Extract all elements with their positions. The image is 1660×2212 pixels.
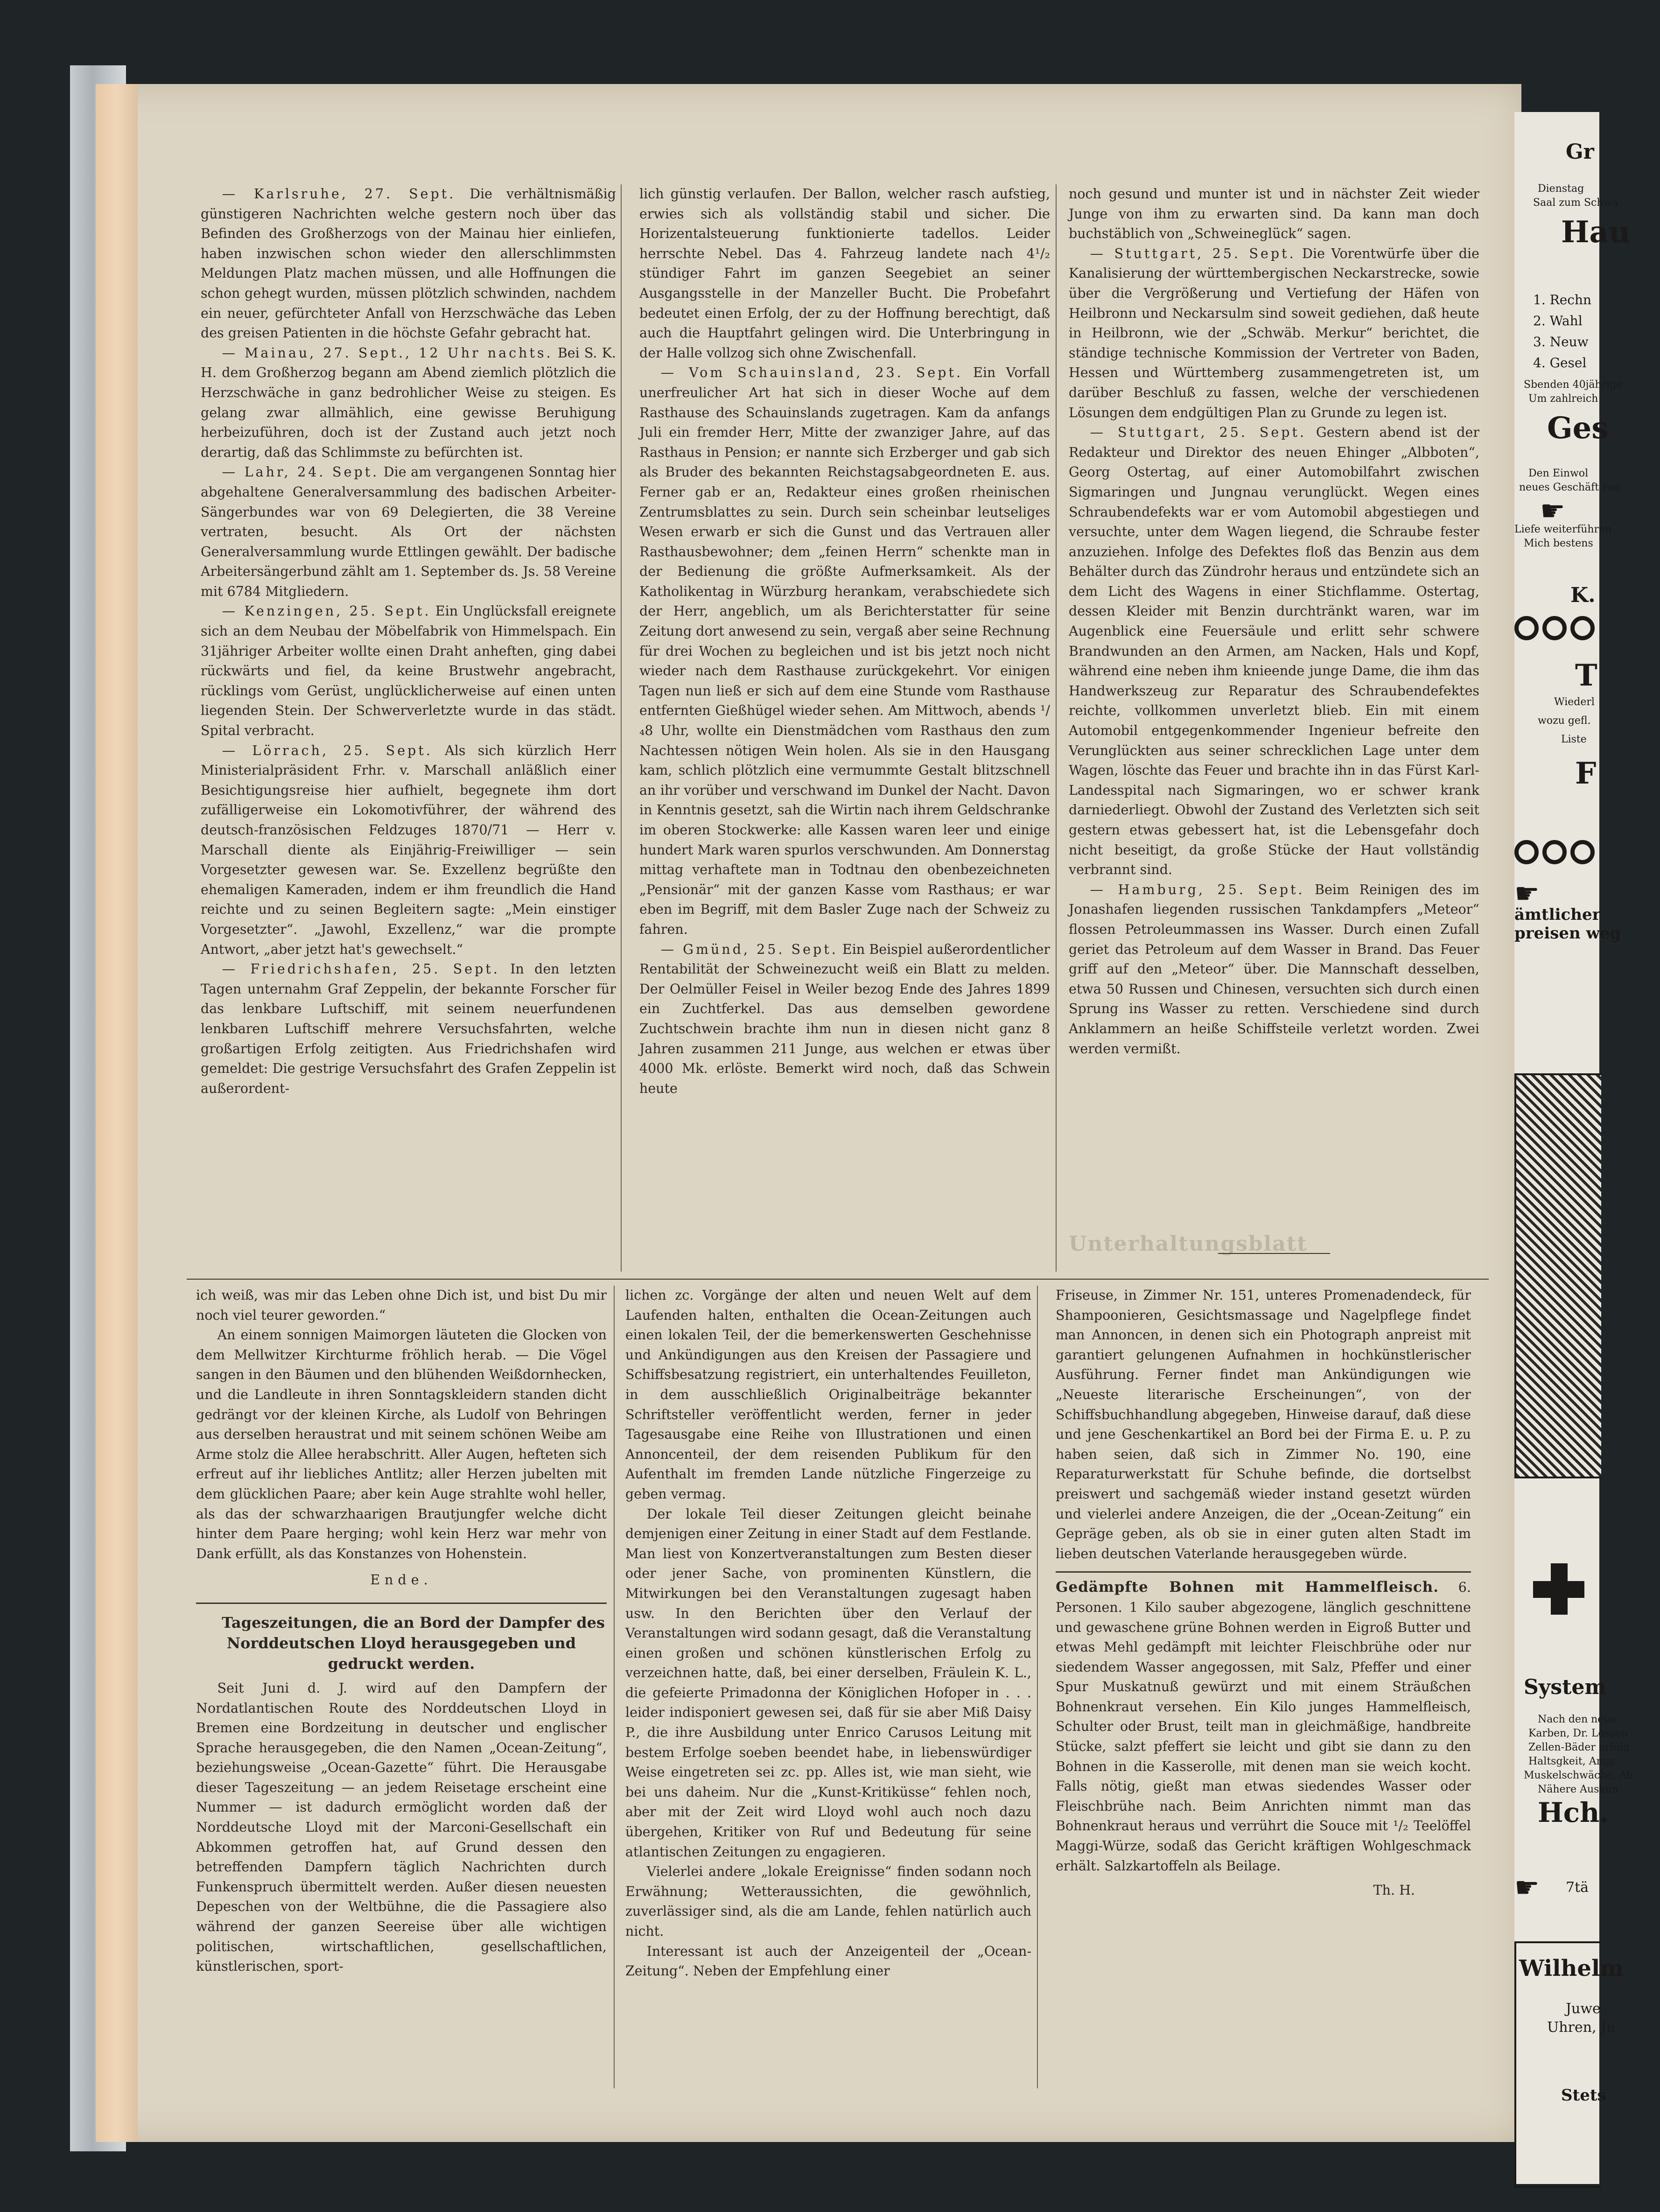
- ad-list-item: 3. Neuw: [1533, 334, 1589, 350]
- paragraph-text: Friseuse, in Zimmer Nr. 151, unteres Promenadendeck, für Shampoonieren, Gesichtsmassage und Nagelpflege findet man Annoncen, in denen sich ein Photograph anpreist mit garantiert gelungenen Aufnahmen in hochkünstlerischer Ausführung. Ferner findet man Ankündigungen wie „Neueste literarische Erscheinungen“, von der Schiffsbuchhandlung abgegeben, Hinweise darauf, daß diese und jene Geschenkartikel an Bord bei der Firma E. u. P. zu haben seien, daß sich in Zimmer No. 190, eine Reparaturwerkstatt für Schuhe befinde, die dortselbst preiswert und sachgemäß wieder instand gesetzt würden und vielerlei andere Anzeigen, die der „Ocean-Zeitung“ ein Gepräge geben, als ob sie in einer guten alten Stadt im lieben deutschen Vaterlande herausgegeben würde.: [1056, 1288, 1471, 1561]
- dateline: — Friedrichshafen, 25. Sept.: [222, 961, 500, 977]
- paragraph-text: Die am vergangenen Sonntag hier abgehaltene Generalversammlung des badischen Arbeiter-Sängerbundes war von 69 Delegierten, die 38 Vereine vertraten, besucht. Als Ort der nächsten Generalversammlung wurde Ettlingen gewählt. Der badische Arbeitersängerbund zählt am 1. September ds. Js. 58 Vereine mit 6784 Mitgliedern.: [201, 464, 616, 599]
- article-paragraph: [625, 1286, 1031, 1505]
- paragraph-text: Vielerlei andere „lokale Ereignisse“ finden sodann noch Erwähnung; Wetteraussichten, die gewöhnlich, zuverlässiger sind, als die am Lande, fehlen natürlich auch nicht.: [625, 1864, 1031, 1939]
- paragraph-text: Die verhältnismäßig günstigeren Nachrichten welche gestern noch über das Befinden des Großherzogs von der Mainau hier einliefen, haben inzwischen schon wieder den allerschlimmsten Meldungen Platz machen müssen, und alle Hoffnungen die schon gehegt wurden, müssen plötzlich schwinden, nachdem ein neuer, gefürchteter Anfall von Herzschwäche das Leben des greisen Patienten in die höchste Gefahr gebracht hat.: [201, 186, 616, 341]
- ad-ornament-rings: [1514, 616, 1599, 644]
- lower-column-2: [625, 1286, 1031, 1981]
- ad-text: Uhren, Ju: [1547, 2019, 1616, 2036]
- column-divider: [614, 1286, 615, 2088]
- recipe-title: Gedämpfte Bohnen mit Hammelfleisch.: [1056, 1579, 1439, 1596]
- ad-ornament-rings: [1514, 840, 1599, 868]
- pointing-hand-icon: ☛: [1514, 1871, 1540, 1904]
- paragraph-text: In den letzten Tagen unternahm Graf Zeppelin, der bekannte Forscher für das lenkbare Luftschiff, mit seinem neuerfundenen lenkbaren Luftschiff mehrere Versuchsfahrten, welche großartigen Erfolg zeitigten. Aus Friedrichshafen wird gemeldet: Die gestrige Versuchsfahrt des Grafen Zeppelin ist außerordent-: [201, 961, 616, 1096]
- ad-text: Muskelschwäche, Ab: [1524, 1770, 1633, 1781]
- ad-heading: System: [1524, 1675, 1606, 1699]
- article-paragraph: [639, 184, 1050, 363]
- paragraph-text: noch gesund und munter ist und in nächster Zeit wieder Junge von ihm zu erwarten sind. Da kann man doch buchstäblich von „Schweineglück“ sagen.: [1069, 186, 1479, 242]
- ad-list-item: 4. Gesel: [1533, 355, 1587, 371]
- ad-text: wozu gefl.: [1538, 715, 1591, 727]
- dateline: — Vom Schauinsland, 23. Sept.: [660, 365, 963, 381]
- article-paragraph: [201, 462, 616, 602]
- dateline: — Gmünd, 25. Sept.: [660, 941, 838, 957]
- dateline: — Lahr, 24. Sept.: [222, 464, 379, 480]
- article-paragraph: [639, 363, 1050, 939]
- article-paragraph: [196, 1286, 607, 1325]
- article-paragraph: [201, 741, 616, 960]
- ad-text: Saal zum Schwa: [1533, 197, 1618, 209]
- paragraph-text: ich weiß, was mir das Leben ohne Dich ist, und bist Du mir noch viel teurer geworden.“: [196, 1288, 607, 1323]
- ad-text: Nach den neue: [1538, 1714, 1617, 1725]
- ad-text: Karben, Dr. Lossen: [1528, 1728, 1628, 1739]
- ad-heading: Wilhelm: [1519, 1955, 1624, 1981]
- ad-heading: Stets: [1561, 2086, 1606, 2105]
- paragraph-text: Beim Reinigen des im Jonashafen liegenden russischen Tankdampfers „Meteor“ flossen Petroleummassen ins Wasser. Durch einen Zufall geriet das Petroleum auf dem Wasser in Brand. Das Feuer griff auf den „Meteor“ über. Die Mannschaft desselben, etwa 50 Russen und Chinesen, versuchten sich durch einen Sprung ins Wasser zu retten. Verschiedene sind durch Anklammern an heiße Schiffsteile verletzt worden. Zwei werden vermißt.: [1069, 882, 1479, 1057]
- ad-text: Haltsgkeit, Angs: [1528, 1756, 1615, 1767]
- article-paragraph: [201, 959, 616, 1099]
- pointing-hand-icon: ☛: [1514, 877, 1540, 910]
- ad-text: Zellen-Bäder erfolg: [1528, 1742, 1630, 1753]
- ad-text: 7tä: [1566, 1879, 1589, 1896]
- ad-text: Sbenden 40jährige: [1524, 379, 1623, 391]
- paragraph-text: lichen zc. Vorgänge der alten und neuen Welt auf dem Laufenden halten, enthalten die Ocean-Zeitungen auch einen lokalen Teil, der die bemerkenswerten Geschehnisse und Ankündigungen aus den Kreisen der Passagiere und Schiffsbesatzung registriert, ein unterhaltendes Feuilleton, in dem ausschließlich Originalbeiträge bekannter Schriftsteller veröffentlicht werden, ferner in jeder Tagesausgabe eine Reihe von Illustrationen und einen Annoncenteil, der dem reisenden Publikum für den Aufenthalt im fremden Lande nützliche Fingerzeige zu geben vermag.: [625, 1288, 1031, 1502]
- ad-text: Liste: [1561, 734, 1587, 745]
- pointing-hand-icon: ☛: [1540, 495, 1565, 527]
- paragraph-text: Ein Vorfall unerfreulicher Art hat sich in dieser Woche auf dem Rasthause des Schauinslands zugetragen. Kam da anfangs Juli ein fremder Herr, Mitte der zwanziger Jahre, auf das Rasthaus in Pension; er nannte sich Erzberger und gab sich als Bruder des bekannten Reichstagsabgeordneten E. aus. Ferner gab er an, Redakteur eines großen rheinischen Zentrumsblattes zu sein. Durch sein scheinbar leutseliges Wesen erwarb er sich die Gunst und das Vertrauen aller Rasthausbewohner; dem „feinen Herrn“ schenkte man in der Bedienung die größte Aufmerksamkeit. Als der Katholikentag in Würzburg herankam, verabschiedete sich der Herr, angeblich, um als Berichterstatter für seine Zeitung dort anwesend zu sein, vergaß aber seine Rechnung für drei Wochen zu begleichen und ist bis jetzt noch nicht wieder nach dem Rasthause zurückgekehrt. Vor einigen Tagen nun ließ er sich auf dem eine Stunde vom Rasthause entfernten Gießhügel wieder sehen. Am Mittwoch, abends ¹/₄8 Uhr, wollte ein Dienstmädchen vom Rasthaus den zum Nachtessen nötigen Wein holen. Als sie in den Hausgang kam, schlich plötzlich eine vermummte Gestalt blitzschnell an ihr vorüber und verschwand im Dunkel der Nacht. Davon in Kenntnis gesetzt, sah die Wirtin nach ihrem Geldschranke im oberen Stockwerke: alle Kassen waren leer und einige hundert Mark waren spurlos verschwunden. Am Donnerstag mittag verhaftete man in Todtnau den obenbezeichneten „Pensionär“ mit der ganzen Kasse vom Rasthaus; er war eben im Begriff, mit dem Basler Zuge nach der Schweiz zu fahren.: [639, 365, 1050, 937]
- ad-text: Nähere Auskun: [1538, 1784, 1619, 1795]
- ad-text: Den Einwol: [1528, 468, 1589, 479]
- paragraph-text: Ein Beispiel außerordentlicher Rentabilität der Schweinezucht weiß ein Blatt zu melden. Der Oelmüller Feisel in Weiler bezog Ende des Jahres 1899 ein Zuchtferkel. Das aus demselben gewordene Zuchtschwein brachte ihm nun in diesen nicht ganz 8 Jahren zusammen 211 Junge, aus welchen er etwas über 4000 Mk. erlöste. Bemerkt wird noch, daß das Schwein heute: [639, 941, 1050, 1096]
- ad-heading: K.: [1570, 583, 1596, 607]
- ad-heading: F: [1575, 756, 1597, 791]
- ad-image-box: [1514, 1073, 1601, 1478]
- article-paragraph: [201, 343, 616, 463]
- article-paragraph: [196, 1325, 607, 1564]
- ad-text: preisen weg: [1514, 924, 1621, 943]
- column-3: [1069, 184, 1479, 1059]
- column-1: [201, 184, 616, 1099]
- article-paragraph: [1069, 184, 1479, 244]
- ad-text: Um zahlreich: [1528, 393, 1598, 405]
- section-rule: [1056, 1571, 1471, 1573]
- dateline: — Lörrach, 25. Sept.: [222, 742, 433, 758]
- paragraph-text: Der lokale Teil dieser Zeitungen gleicht beinahe demjenigen einer Zeitung in einer Stadt auf dem Festlande. Man liest von Konzertveranstaltungen zum Besten dieser oder jener Sache, von prominenten Künstlern, die Mitwirkungen bei den Veranstaltungen zugesagt haben usw. In den Berichten über den Verlauf der Veranstaltungen wird sodann gesagt, daß die Veranstaltung einen großen und schönen künstlerischen Erfolg zu verzeichnen hatte, daß, bei einer derselben, Fräulein K. L., die gefeierte Primadonna der Königlichen Hofoper in . . . leider indisponiert gewesen sei, daß für sie aber Miß Daisy P., die ihre Ausbildung unter Enrico Carusos Leitung mit bestem Erfolge soeben beendet habe, in liebenswürdiger Weise eingetreten sei zc. pp. Alles ist, wie man sieht, wie bei uns daheim. Nur die „Kunst-Kritiküsse“ fehlen noch, aber mit der Zeit wird Lloyd wohl auch noch dazu übergehen, Kritiker von Ruf und Bedeutung für seine atlantischen Zeitungen zu engagieren.: [625, 1506, 1031, 1860]
- paragraph-text: Ein Unglücksfall ereignete sich an dem Neubau der Möbelfabrik von Himmelspach. Ein 31jähriger Arbeiter wollte einen Draht anheften, ging dabei rückwärts und fiel, da keine Brustwehr angebracht, rücklings vom Gerüst, unglücklicherweise auf einen unten liegenden Stein. Der Schwerverletzte wurde in das städt. Spital verbracht.: [201, 603, 616, 739]
- author-signature: Th. H.: [1373, 1883, 1415, 1898]
- cross-icon: [1533, 1563, 1584, 1615]
- dateline: — Mainau, 27. Sept., 12 Uhr nachts.: [222, 345, 553, 361]
- ad-heading: T: [1575, 658, 1597, 693]
- lower-column-1: [196, 1286, 607, 1977]
- paragraph-text: An einem sonnigen Maimorgen läuteten die Glocken von dem Mellwitzer Kirchturme fröhlich herab. — Die Vögel sangen in den Bäumen und den blühenden Weißdornhecken, und die Landleute in ihren Sonntagskleidern standen dicht gedrängt vor der kleinen Kirche, als Ludolf von Behringen aus derselben heraustrat und mit seinem schönen Weibe am Arme stolz die Allee herabschritt. Aller Augen, hefteten sich erfreut auf ihr liebliches Antlitz; aller Herzen jubelten mit dem glücklichen Paare; aber kein Auge strahlte wohl heller, als das der schwarzhaarigen Brautjungfer welche dicht hinter dem Paare herging; wohl kein Herz war mehr von Dank erfüllt, als das Konstanzes von Hohenstein.: [196, 1327, 607, 1561]
- ad-text: neues Geschäft von: [1519, 482, 1621, 493]
- article-paragraph: Seit Juni d. J. wird auf den Dampfern der Nordatlantischen Route des Norddeutschen Lloyd in Bremen eine Bordzeitung in deutscher und englischer Sprache herausgegeben, die den Namen „Ocean-Zeitung“, beziehungsweise „Ocean-Gazette“ führt. Die Herausgabe dieser Tageszeitung — an jedem Reisetage erscheint eine Nummer — ist dadurch ermöglicht worden daß der Norddeutsche Lloyd mit der Marconi-Gesellschaft ein Abkommen getroffen hat, auf Grund dessen den betreffenden Dampfern täglich Nachrichten durch Funkenspruch übermittelt werden. Außer diesen neuesten Depeschen von der Weltbühne, die die Passagiere also während der ganzen Seereise über alle wichtigen politischen, wirtschaftlichen, gesellschaftlichen, künstlerischen, sport-: [196, 1680, 607, 1974]
- dateline: — Karlsruhe, 27. Sept.: [222, 186, 456, 202]
- article-headline: Tageszeitungen, die an Bord der Dampfer des Norddeutschen Lloyd herausgegeben und gedruckt werden.: [222, 1613, 605, 1673]
- ad-list-item: 2. Wahl: [1533, 313, 1583, 329]
- article-paragraph: [625, 1505, 1031, 1862]
- page-edge: [96, 84, 138, 2142]
- paragraph-text: lich günstig verlaufen. Der Ballon, welcher rasch aufstieg, erwies sich als vollständig stabil und sicher. Die Horizentalsteuerung funktionierte tadellos. Leider herrschte Nebel. Das 4. Fahrzeug landete nach 4¹/₂ stündiger Fahrt im ganzen Seegebiet an seiner Ausgangsstelle in der Manzeller Bucht. Die Probefahrt bedeutet einen Erfolg, der zu der Hoffnung berechtigt, daß auch die Hauptfahrt gelingen wird. Die Unterbringung in der Halle vollzog sich ohne Zwischenfall.: [639, 186, 1050, 361]
- recipe-paragraph: [1056, 1577, 1471, 1876]
- article-paragraph: [1069, 880, 1479, 1059]
- ad-text: Wiederl: [1554, 696, 1595, 708]
- dateline: — Kenzingen, 25. Sept.: [222, 603, 431, 619]
- paragraph-text: Gestern abend ist der Redakteur und Direktor des neuen Ehinger „Albboten“, Georg Ostertag, auf einer Automobilfahrt zwischen Sigmaringen und Jungnau verunglückt. Wegen eines Schraubendefekts war er vom Automobil abgestiegen und versuchte, unter dem Wagen liegend, die Schraube fester anzuziehen. Infolge des Defektes floß das Benzin aus dem Behälter durch das Zündrohr heraus und entzündete sich an dem Licht des Wagens in einer Stichflamme. Ostertag, dessen Kleider mit Benzin durchtränkt waren, war im Augenblick eine Feuersäule und erlitt sehr schwere Brandwunden an den Armen, am Nacken, Hals und Kopf, während eine neben ihm knieende junge Dame, die ihm das Handwerkszeug zur Reparatur des Schraubendefektes reichte, vollkommen unverletzt blieb. Ein mit einem Automobil entgegenkommender Ingenieur befreite den Verunglückten aus seiner schrecklichen Lage unter dem Wagen, löschte das Feuer und brachte ihn in das Fürst Karl-Landesspital nach Sigmaringen, wo er schwer krank darniederliegt. Obwohl der Zustand des Verletzten sich seit gestern etwas gebessert hat, ist die Lebensgefahr doch nicht beseitigt, da große Stücke der Haut vollständig verbrannt sind.: [1069, 425, 1479, 878]
- section-rule: [196, 1603, 607, 1604]
- article-paragraph: [625, 1942, 1031, 1981]
- ad-list-item: 1. Rechn: [1533, 292, 1592, 308]
- ad-heading: Hch.: [1538, 1797, 1609, 1828]
- column-divider: [1056, 184, 1057, 1272]
- article-paragraph: [201, 184, 616, 343]
- horizontal-divider: [187, 1279, 1489, 1280]
- ad-text: Mich bestens: [1524, 538, 1593, 549]
- article-paragraph: [1056, 1286, 1471, 1564]
- paragraph-text: Interessant ist auch der Anzeigenteil der „Ocean-Zeitung“. Neben der Empfehlung einer: [625, 1943, 1031, 1979]
- ad-heading: Hau: [1561, 215, 1631, 250]
- paragraph-text: Die Vorentwürfe über die Kanalisierung der württembergischen Neckarstrecke, sowie über die Vergrößerung und Vertiefung der Häfen von Heilbronn und Neckarsulm sind soweit gediehen, daß heute in Heilbronn, wie der „Schwäb. Merkur“ berichtet, die ständige technische Kommission der Vertreter von Baden, Hessen und Württemberg zusammengetreten ist, um darüber Beschluß zu fassen, welche der verschiedenen Lösungen dem endgültigen Plan zu Grunde zu legen ist.: [1069, 245, 1480, 420]
- lower-column-3: [1056, 1286, 1471, 1901]
- recipe-text: 6. Personen. 1 Kilo sauber abgezogene, länglich geschnittene und gewaschene grüne Bohnen werden in Eigroß Butter und etwas Mehl gedämpft mit leichter Fleischbrühe oder nur siedendem Wasser angegossen, mit Salz, Pfeffer und einer Spur Muskatnuß gewürzt und mit einem Sträußchen Bohnenkraut versehen. Ein Kilo junges Hammelfleisch, Schulter oder Brust, teilt man in gleichmäßige, handbreite Stücke, salzt pfeffert sie leicht und gibt sie dann zu den Bohnen in die Kasserolle, mit denen man sie weich kocht. Falls nötig, gießt man etwas siedendes Wasser oder Fleischbrühe nach. Beim Anrichten nimmt man das Bohnenkraut heraus und verrührt die Souce mit ¹/₂ Teelöffel Maggi-Würze, sodaß das Gericht kräftigen Wohlgeschmack erhält. Salzkartoffeln als Beilage.: [1056, 1580, 1471, 1874]
- ad-text: Juwe: [1566, 2001, 1601, 2017]
- article-paragraph: [201, 602, 616, 741]
- article-paragraph: [1069, 244, 1479, 423]
- faded-bleedthrough-text: Unterhaltungsblatt: [1069, 1232, 1308, 1256]
- ad-text: ämtlicher: [1514, 905, 1601, 924]
- paragraph-text: Bei S. K. H. dem Großherzog begann am Abend ziemlich plötzlich die Herzschwäche in ganz bedrohlicher Weise zu steigen. Es gelang zwar allmählich, eine gewisse Beruhigung herbeizuführen, doch ist der Zustand auch jetzt noch derartig, daß das Schlimmste zu befürchten ist.: [201, 345, 616, 460]
- dateline: — Hamburg, 25. Sept.: [1090, 882, 1305, 897]
- ad-text: Liefe weiterführen: [1514, 524, 1612, 535]
- paragraph-text: Als sich kürzlich Herr Ministerialpräsident Frhr. v. Marschall anläßlich einer Besichtigungsreise hier aufhielt, begegnete ihm dort zufälligerweise ein Lokomotivführer, der während des deutsch-französischen Feldzuges 1870/71 — Herr v. Marschall diente als Einjährig-Freiwilliger — sein Vorgesetzter gewesen war. Se. Exzellenz begrüßte den ehemaligen Kameraden, indem er ihm freundlich die Hand reichte und zu seinen Begleitern sagte: „Mein einstiger Vorgesetzter“. „Jawohl, Exzellenz,“ war die prompte Antwort, „aber jetzt hat's gewechselt.“: [201, 742, 616, 957]
- ad-list: [1533, 289, 1618, 373]
- column-divider: [1037, 1286, 1038, 2088]
- article-paragraph: [639, 940, 1050, 1099]
- column-divider: [621, 184, 622, 1272]
- ad-heading: Ges: [1547, 411, 1609, 446]
- article-paragraph: [625, 1862, 1031, 1941]
- adjacent-page: [1514, 112, 1633, 2184]
- dateline: — Stuttgart, 25. Sept.: [1090, 245, 1296, 261]
- ad-heading: Gr: [1566, 140, 1594, 164]
- column-2: [639, 184, 1050, 1099]
- article-paragraph: [1069, 423, 1479, 880]
- dateline: — Stuttgart, 25. Sept.: [1090, 425, 1307, 441]
- ad-text: Dienstag: [1538, 183, 1584, 195]
- story-end-marker: Ende.: [370, 1572, 433, 1588]
